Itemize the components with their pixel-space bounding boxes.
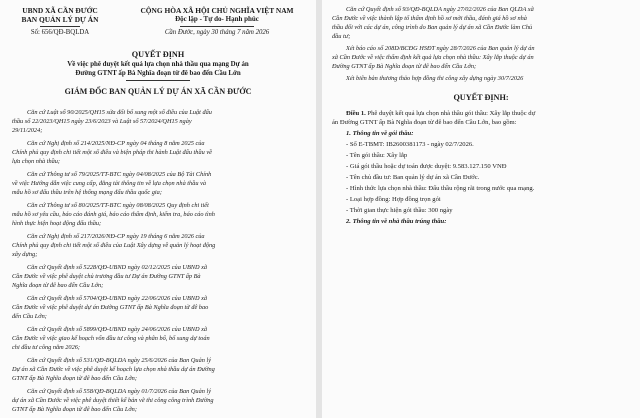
basis-line: đến Cầu Lớn; xyxy=(12,313,47,320)
document-page-right xyxy=(322,0,640,418)
basis-line: Căn cứ Quyết định số 93/QĐ-BQLDA ngày 27/02/2026 của Ban QLDA xã xyxy=(346,6,534,13)
document-page-left xyxy=(0,0,316,418)
authority-title: GIÁM ĐỐC BAN QUẢN LÝ DỰ ÁN XÃ CẦN ĐƯỚC xyxy=(64,87,252,96)
basis-line: Căn cứ Quyết định số 531/QĐ-BQLDA ngày 25/6/2026 của Ban Quản lý xyxy=(27,357,211,364)
basis-line: Căn cứ Quyết định số 5704/QĐ-UBND ngày 22/06/2026 của UBND xã xyxy=(27,295,208,302)
document-number: Số: 656/QĐ-BQLDA xyxy=(30,29,90,36)
package-item: - Số E-TBMT: IB2600381173 - ngày 02/7/2026. xyxy=(346,141,474,148)
section1-heading: 1. Thông tin về gói thầu: xyxy=(346,130,414,137)
basis-line: Nghĩa đoạn từ đê bao đến Cầu Lớn; xyxy=(12,282,104,289)
basis-line: Căn cứ Luật số 90/2025/QH15 sửa đổi bổ sung một số điều của Luật đấu xyxy=(27,109,212,116)
package-item: - Giá gói thầu hoặc dự toán được duyệt: 9.583.127.150 VNĐ xyxy=(346,163,507,170)
decision-title: QUYẾT ĐỊNH xyxy=(131,50,185,59)
basis-line: Căn cứ Nghị định số 214/2025/NĐ-CP ngày 04 tháng 8 năm 2025 của xyxy=(27,140,205,147)
decision-subject-line1: Về việc phê duyệt kết quả lựa chọn nhà thầu qua mạng Dự án xyxy=(67,61,249,68)
basis-line: Xét báo cáo số 208D/BCĐG HSĐT ngày 28/7/2026 của Ban quản lý dự án xyxy=(346,45,535,52)
basis-line: Căn cứ Quyết định số 5899/QĐ-UBND ngày 24/06/2026 của UBND xã xyxy=(27,326,208,333)
agency-underline xyxy=(40,26,80,27)
article1-line2: án Đường GTNT ấp Bà Nghĩa đoạn từ đê bao đến Cầu Lớn, bao gồm: xyxy=(332,119,517,126)
basis-line: Căn cứ Thông tư số 80/2025/TT-BTC ngày 08/08/2025 Quy định chi tiết xyxy=(27,202,209,209)
motto-underline xyxy=(180,26,254,27)
package-item: - Loại hợp đồng: Hợp đồng trọn gói xyxy=(346,196,441,203)
basis-line: Căn cứ Quyết định số 558/QĐ-BQLDA ngày 01/7/2026 của Ban Quản lý xyxy=(27,388,211,395)
basis-line: xã Cần Đước về việc thẩm định kết quả lựa chọn nhà thầu: Xây lắp thuộc dự án xyxy=(332,54,534,61)
basis-line: chi đầu tư công năm 2026; xyxy=(12,344,80,351)
subject-underline xyxy=(126,80,190,81)
article1-label: Điều 1. xyxy=(346,110,366,117)
basis-line: xây dựng; xyxy=(12,251,38,258)
basis-line: Xét biên bản thương thảo hợp đồng thi công xây dựng ngày 30/7/2026 xyxy=(346,75,524,82)
republic-name: CỘNG HÒA XÃ HỘI CHỦ NGHĨA VIỆT NAM xyxy=(140,6,294,15)
basis-line: Cần Đước về việc phê duyệt chủ trương đầu tư Dự án Đường GTNT ấp Bà xyxy=(12,273,201,280)
basis-line: mẫu hồ sơ yêu cầu, báo cáo đánh giá, báo cáo thẩm định, kiểm tra, báo cáo tình xyxy=(12,211,215,218)
basis-line: thầu số 22/2023/QH15 ngày 23/6/2023 và Luật số 57/2024/QH15 ngày xyxy=(12,118,192,125)
basis-line: GTNT ấp Bà Nghĩa đoạn từ đê bao đến Cầu Lớn; xyxy=(12,406,137,413)
basis-line: về việc Hướng dẫn việc cung cấp, đăng tải thông tin về lựa chọn nhà thầu và xyxy=(12,180,207,187)
package-item: - Tên gói thầu: Xây lắp xyxy=(346,152,408,159)
basis-line: GTNT ấp Bà Nghĩa đoạn từ đê bao đến Cầu Lớn; xyxy=(12,375,137,382)
basis-line: Chính phủ quy định chi tiết một số điều của Luật Xây dựng về quản lý hoạt động xyxy=(12,242,216,249)
agency-name-line2: BAN QUẢN LÝ DỰ ÁN xyxy=(21,15,99,24)
date-line: Cần Đước, ngày 30 tháng 7 năm 2026 xyxy=(164,29,270,36)
decision-subject-line2: Đường GTNT ấp Bà Nghĩa đoạn từ đê bao đến Cầu Lớn xyxy=(75,70,241,77)
basis-line: Căn cứ Nghị định số 217/2026/NĐ-CP ngày 19 tháng 6 năm 2026 của xyxy=(27,233,205,240)
article1-line1: Điều 1. Phê duyệt kết quả lựa chọn nhà thầu gói thầu: Xây lắp thuộc dự xyxy=(346,110,536,117)
basis-line: thầu đối với các dự án, công trình do Ban quản lý dự án xã Cần Đước làm Chủ xyxy=(332,24,533,31)
package-item: - Tên chủ đầu tư: Ban quản lý dự án xã Cần Đước. xyxy=(346,174,480,181)
basis-line: lựa chọn nhà thầu; xyxy=(12,158,61,165)
republic-motto: Độc lập - Tự do- Hạnh phúc xyxy=(175,15,259,23)
basis-line: Căn cứ Thông tư số 79/2025/TT-BTC ngày 04/08/2025 của Bộ Tài Chính xyxy=(27,171,212,178)
package-item: - Thời gian thực hiện gói thầu: 300 ngày xyxy=(346,207,453,214)
basis-line: Chính phủ quy định chi tiết một số điều và biện pháp thi hành Luật đấu thầu về xyxy=(12,149,212,156)
section2-heading: 2. Thông tin về nhà thầu trúng thầu: xyxy=(346,218,447,225)
basis-line: Căn cứ Quyết định số 5228/QĐ-UBND ngày 02/12/2025 của UBND xã xyxy=(27,264,208,271)
basis-line: Cần Đước về việc giao kế hoạch vốn đầu tư công và phân bổ, bổ sung dự toán xyxy=(12,335,210,342)
basis-line: 29/11/2024; xyxy=(12,127,43,134)
basis-line: Dự án xã Cần Đước về việc phê duyệt kế hoạch lựa chọn nhà thầu dự án Đường xyxy=(12,366,215,373)
decision-heading: QUYẾT ĐỊNH: xyxy=(453,93,509,102)
agency-name-line1: UBND XÃ CẦN ĐƯỚC xyxy=(22,6,98,15)
basis-line: Cần Đước về việc thành lập tổ thẩm định hồ sơ mời thầu, đánh giá hồ sơ nhà xyxy=(332,15,527,22)
basis-line: hình thực hiện hoạt động đấu thầu; xyxy=(12,220,102,227)
basis-line: dự án xã Cần Đước về việc phê duyệt thiết kế bản vẽ thi công công trình Đường xyxy=(12,397,214,404)
basis-line: đầu tư; xyxy=(332,33,351,40)
basis-line: Đường GTNT ấp Bà Nghĩa đoạn từ đê bao đến Cầu Lớn; xyxy=(332,63,477,70)
basis-line: mẫu hồ sơ đấu thầu trên hệ thống mạng đấu thầu quốc gia; xyxy=(12,189,162,196)
package-item: - Hình thức lựa chọn nhà thầu: Đấu thầu rộng rãi trong nước qua mạng. xyxy=(346,185,535,192)
basis-line: Cần Đước về việc phê duyệt dự án Đường GTNT ấp Bà Nghĩa đoạn từ đê bao xyxy=(12,304,209,311)
